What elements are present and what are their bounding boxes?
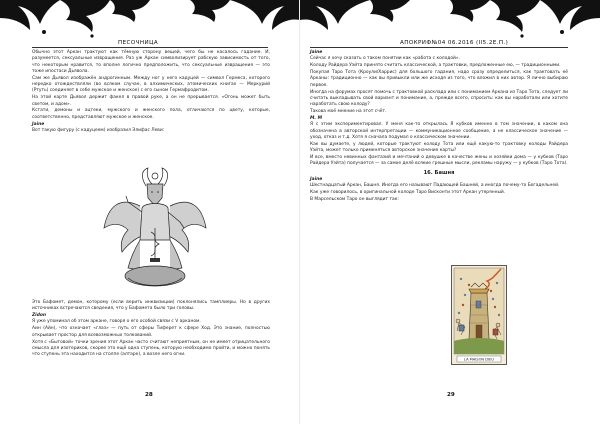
left-page-number: 28 — [145, 392, 153, 398]
tarot-card-title: LA MAISON DIEU — [464, 357, 494, 362]
left-paragraph-6: Я уже упоминал об этом аркане, говоря о его особой связи с V арканом. — [32, 319, 201, 325]
right-paragraph-9: Шестнадцатый Аркан, Башня. Иногда его называют Падающей Башней, а иногда почему-то Богадельней. — [310, 183, 560, 189]
right-page — [300, 0, 600, 424]
left-column-bottom — [32, 300, 270, 359]
right-paragraph-1: Сейчас я хочу сказать о таком понятии как «работа с колодой». — [310, 56, 460, 62]
right-paragraph-3: Покупая Таро Тота (Кроули/Харрис) для большого гадания, надо сразу определиться, как трактовать её Арканы: традиционно — как вы привыкли или же исходя из того, что вложил в них автор. Я лично выбираю первое. — [310, 70, 568, 88]
right-paragraph-2: Колоду Райдера Уэйта принято считать классической, а трактовки, предложенные ею, — традиционными. — [310, 63, 561, 69]
right-paragraph-8: И все, вместо невинных фантазий и мечтаний о девушке в качестве жены и хозяйки дома — у кубков (Таро Райдера Уэйта) получается — за самое делё всякие грешные мысли, рекламы наружу — у кубков (Таро Тота). — [310, 154, 568, 167]
right-paragraph-6: Я с этим экспериментировал. У меня как-то открылась Я кубков именно в том значении, в каком она обозначена в авторской интерпретации — коммуникационное сообщение, а не классическое значение — уход, отказ и т.д. Хотя я сначала подумал о классическом значении. — [310, 122, 568, 140]
right-speaker-jaine-2: Jaine — [310, 176, 323, 182]
right-paragraph-11: В Марсельском Таро он выглядит так: — [310, 196, 399, 202]
left-paragraph-3: На этой карте Дьявол держит факел в правой руке, а он не прерывается. «Огонь может быть светом, и адом». — [32, 95, 270, 107]
right-paragraph-7: Как вы думаете, у людей, которые трактуют колоду Тота или ещё какую-то трактовку колоды Райдера Уэйта, может только применяться авторское значение карты? — [310, 141, 568, 154]
right-running-head: АПОКРИФ№04 06.2016 (II5.2E.П.) — [400, 40, 509, 46]
section-title-tower: 16. Башня — [423, 169, 455, 176]
left-speaker-jaine: Jaine — [32, 121, 45, 127]
right-column — [310, 50, 568, 204]
left-paragraph-1: Обычно этот Аркан трактуют как тёмную сторону вещей, чего бы не касалось гадание. И, разумеется, сексуальные извращения. Раз уж Аркан символизирует рабскую зависимость от того, что некоторым нравится, то вполне логично предположить, что сексуальные извращения — это тоже ипостаси Дьявола. — [32, 50, 270, 74]
left-paragraph-8: Хотя с «Бытовой» точки зрения этот Аркан часто считают неприятным, он не имеет отрицательного смысла для изотериков, скорее это ещё одна ступень, которую необходимо пройти, и можно понять что ступень эта находится на столпе (алтаре), а возле него огни. — [32, 339, 270, 358]
right-head-rule — [310, 47, 568, 48]
right-paragraph-4: Иногда на форумах просят помочь с трактовкой расклада или с пониманием Аркана из Таро Тота, следует ли считать выкладывать свой вариант и понимание, а, прежде всего, спросить: как вы наработали или хотите наработать свою колоду? — [310, 89, 568, 108]
left-caption-line: Вот такую фигуру (с кадуцеем) изобразил Элифас Леви: — [32, 127, 165, 133]
right-paragraph-5: Такова моё мнение на этот счёт. — [310, 109, 387, 115]
tarot-card-tower-image — [451, 265, 507, 365]
left-speaker-zidon: Zidon — [32, 313, 46, 319]
left-head-rule — [32, 47, 268, 48]
baphomet-engraving-image — [100, 166, 210, 290]
right-page-number: 29 — [447, 392, 455, 398]
left-paragraph-7: Аин (Айн), что означает «глаз» — путь от сферы Тиферет к сфере Ход. Это знание, полностью открывает простор для всевозможных толкований. — [32, 326, 270, 338]
right-speaker-jaine-1: Jaine — [310, 50, 323, 55]
right-paragraph-10: Как уже говорилось, в оригинальной колоде Таро Висконти этот Аркан утерянный. — [310, 189, 506, 195]
left-paragraph-4: Кстати, демоны и ацтеки, мужского и женского пола, отличаются по цвету, которые, соответственно, представляют мужское и женское. — [32, 108, 270, 120]
right-speaker-mm: M. M — [310, 115, 322, 121]
left-paragraph-5: Это Бафомет, демон, которому (если верить инквизиции) поклонялись тамплиеры. Но в других источниках встречаются сведения, что у Бафомета было три головы. — [32, 300, 270, 312]
left-running-head: ПЕСОЧНИЦА — [118, 40, 159, 46]
left-paragraph-2: Сам же Дьявол изображён андрогинным. Между ног у него кадуцей — символ Гермеса, которого нередко отождествляли (во всяком случае, в алхимических, атомических книгах — Меркурий (Ртуть) соединяет в себе мужское и женское) с его сыном Гермафродитом. — [32, 75, 270, 94]
left-column-top — [32, 50, 270, 135]
